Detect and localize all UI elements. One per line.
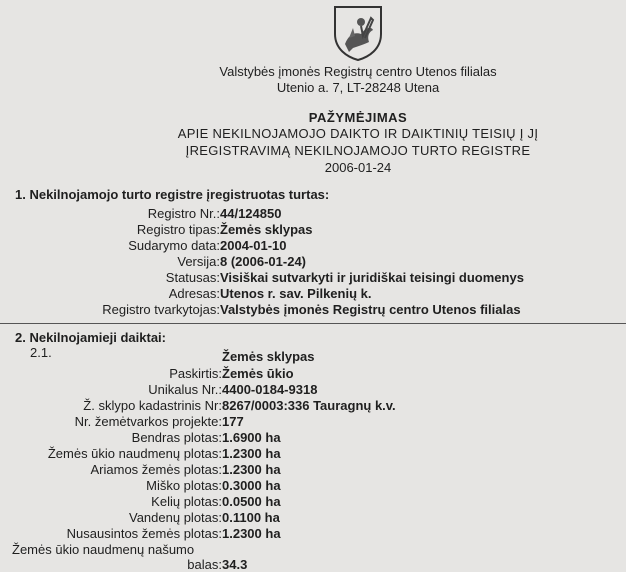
field-zemetvarkos-projekte: Nr. žemėtvarkos projekte:177 — [74, 414, 244, 429]
field-vandenu-plotas: Vandenų plotas:0.1100 ha — [129, 510, 280, 525]
field-unikalus-nr: Unikalus Nr.:4400-0184-9318 — [148, 382, 318, 397]
field-nasumo-balas: balas:34.3 — [187, 557, 248, 572]
field-versija: Versija:8 (2006-01-24) — [177, 254, 306, 269]
document-date: 2006-01-24 — [324, 160, 392, 175]
field-registro-tvarkytojas: Registro tvarkytojas:Valstybės įmonės Registrų centro Utenos filialas — [102, 302, 521, 317]
document-subtitle-line2: ĮREGISTRAVIMĄ NEKILNOJAMOJO TURTO REGISTRE — [185, 143, 531, 158]
field-registro-tipas: Registro tipas:Žemės sklypas — [136, 222, 313, 237]
field-statusas: Statusas:Visiškai sutvarkyti ir juridiškai teisingi duomenys — [165, 270, 524, 285]
section1-heading: 1. Nekilnojamojo turto registre įregistruotas turtas: — [15, 187, 330, 202]
field-sudarymo-data: Sudarymo data:2004-01-10 — [128, 238, 287, 253]
field-naudmenu-plotas: Žemės ūkio naudmenų plotas:1.2300 ha — [47, 446, 281, 461]
field-bendras-plotas: Bendras plotas:1.6900 ha — [131, 430, 281, 445]
organization-name: Valstybės įmonės Registrų centro Utenos filialas — [219, 64, 497, 79]
field-nasumo-label: Žemės ūkio naudmenų našumo — [12, 542, 195, 557]
section-divider — [0, 323, 626, 324]
coat-of-arms-icon — [331, 4, 385, 62]
organization-address: Utenio a. 7, LT-28248 Utena — [276, 80, 440, 95]
field-adresas: Adresas:Utenos r. sav. Pilkenių k. — [168, 286, 372, 301]
section2-heading: 2. Nekilnojamieji daiktai: — [15, 330, 166, 345]
field-misko-plotas: Miško plotas:0.3000 ha — [146, 478, 281, 493]
field-ariamos-plotas: Ariamos žemės plotas:1.2300 ha — [90, 462, 281, 477]
document-subtitle-line1: APIE NEKILNOJAMOJO DAIKTO IR DAIKTINIŲ TEISIŲ Į JĮ — [177, 126, 539, 141]
field-paskirtis: Paskirtis:Žemės ūkio — [169, 366, 294, 381]
field-kadastrinis-nr: Ž. sklypo kadastrinis Nr:8267/0003:336 Tauragnų k.v. — [83, 398, 396, 413]
field-nusausintos-plotas: Nusausintos žemės plotas:1.2300 ha — [66, 526, 281, 541]
field-keliu-plotas: Kelių plotas:0.0500 ha — [151, 494, 281, 509]
field-registro-nr: Registro Nr.:44/124850 — [147, 206, 282, 221]
document-title: PAŽYMĖJIMAS — [308, 110, 408, 125]
item-title: Žemės sklypas — [222, 349, 315, 364]
item-index: 2.1. — [30, 345, 52, 360]
